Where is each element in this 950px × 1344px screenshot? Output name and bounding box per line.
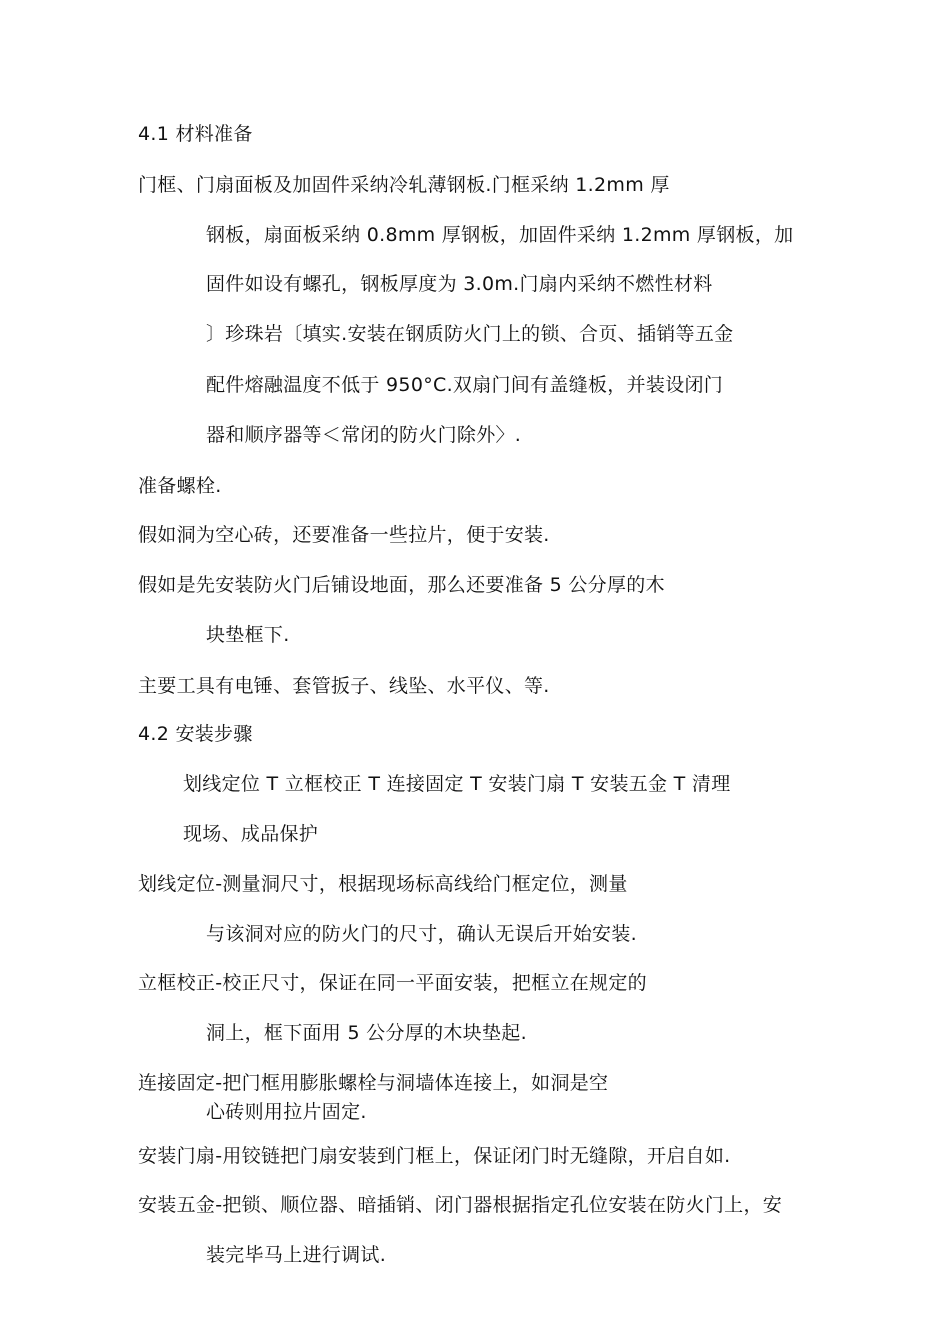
paragraph-floor-line: 假如是先安装防火门后铺设地面，那么还要准备 5 公分厚的木 xyxy=(138,574,665,596)
section-heading-4-2: 4.2 安装步骤 xyxy=(138,723,253,745)
paragraph-materials-line: 配件熔融温度不低于 950°C.双扇门间有盖缝板，并装设闭门 xyxy=(206,374,724,396)
flow-line: 划线定位 T 立框校正 T 连接固定 T 安装门扇 T 安装五金 T 清理 xyxy=(183,773,731,795)
paragraph-hollow-brick: 假如洞为空心砖，还要准备一些拉片，便于安装. xyxy=(138,524,550,546)
step-marking-line: 划线定位-测量洞尺寸，根据现场标高线给门框定位，测量 xyxy=(138,873,628,895)
step-fixing-line: 心砖则用拉片固定. xyxy=(206,1101,367,1123)
step-marking-line: 与该洞对应的防火门的尺寸，确认无误后开始安装. xyxy=(206,923,637,945)
step-door-leaf: 安装门扇-用铰链把门扇安装到门框上，保证闭门时无缝隙，开启自如. xyxy=(138,1145,731,1167)
step-frame-line: 立框校正-校正尺寸，保证在同一平面安装，把框立在规定的 xyxy=(138,972,647,994)
paragraph-bolts: 准备螺栓. xyxy=(138,475,222,497)
paragraph-tools: 主要工具有电锤、套管扳子、线坠、水平仪、等. xyxy=(138,675,550,697)
paragraph-materials-line: 门框、门扇面板及加固件采纳冷轧薄钢板.门框采纳 1.2mm 厚 xyxy=(138,174,670,196)
step-frame-line: 洞上，框下面用 5 公分厚的木块垫起. xyxy=(206,1022,527,1044)
flow-line: 现场、成品保护 xyxy=(183,823,319,845)
paragraph-floor-line: 块垫框下. xyxy=(206,624,290,646)
step-fixing-line: 连接固定-把门框用膨胀螺栓与洞墙体连接上，如洞是空 xyxy=(138,1072,609,1094)
step-hardware-line: 安装五金-把锁、顺位器、暗插销、闭门器根据指定孔位安装在防火门上，安 xyxy=(138,1194,783,1216)
paragraph-materials-line: 固件如设有螺孔，钢板厚度为 3.0m.门扇内采纳不燃性材料 xyxy=(206,273,713,295)
paragraph-materials-line: 器和顺序器等＜常闭的防火门除外〉. xyxy=(206,424,522,446)
paragraph-materials-line: 钢板，扇面板采纳 0.8mm 厚钢板，加固件采纳 1.2mm 厚钢板，加 xyxy=(206,224,794,246)
paragraph-materials-line: 〕珍珠岩〔填实.安装在钢质防火门上的锁、合页、插销等五金 xyxy=(206,323,734,345)
step-hardware-line: 装完毕马上进行调试. xyxy=(206,1244,387,1266)
section-heading-4-1: 4.1 材料准备 xyxy=(138,123,253,145)
